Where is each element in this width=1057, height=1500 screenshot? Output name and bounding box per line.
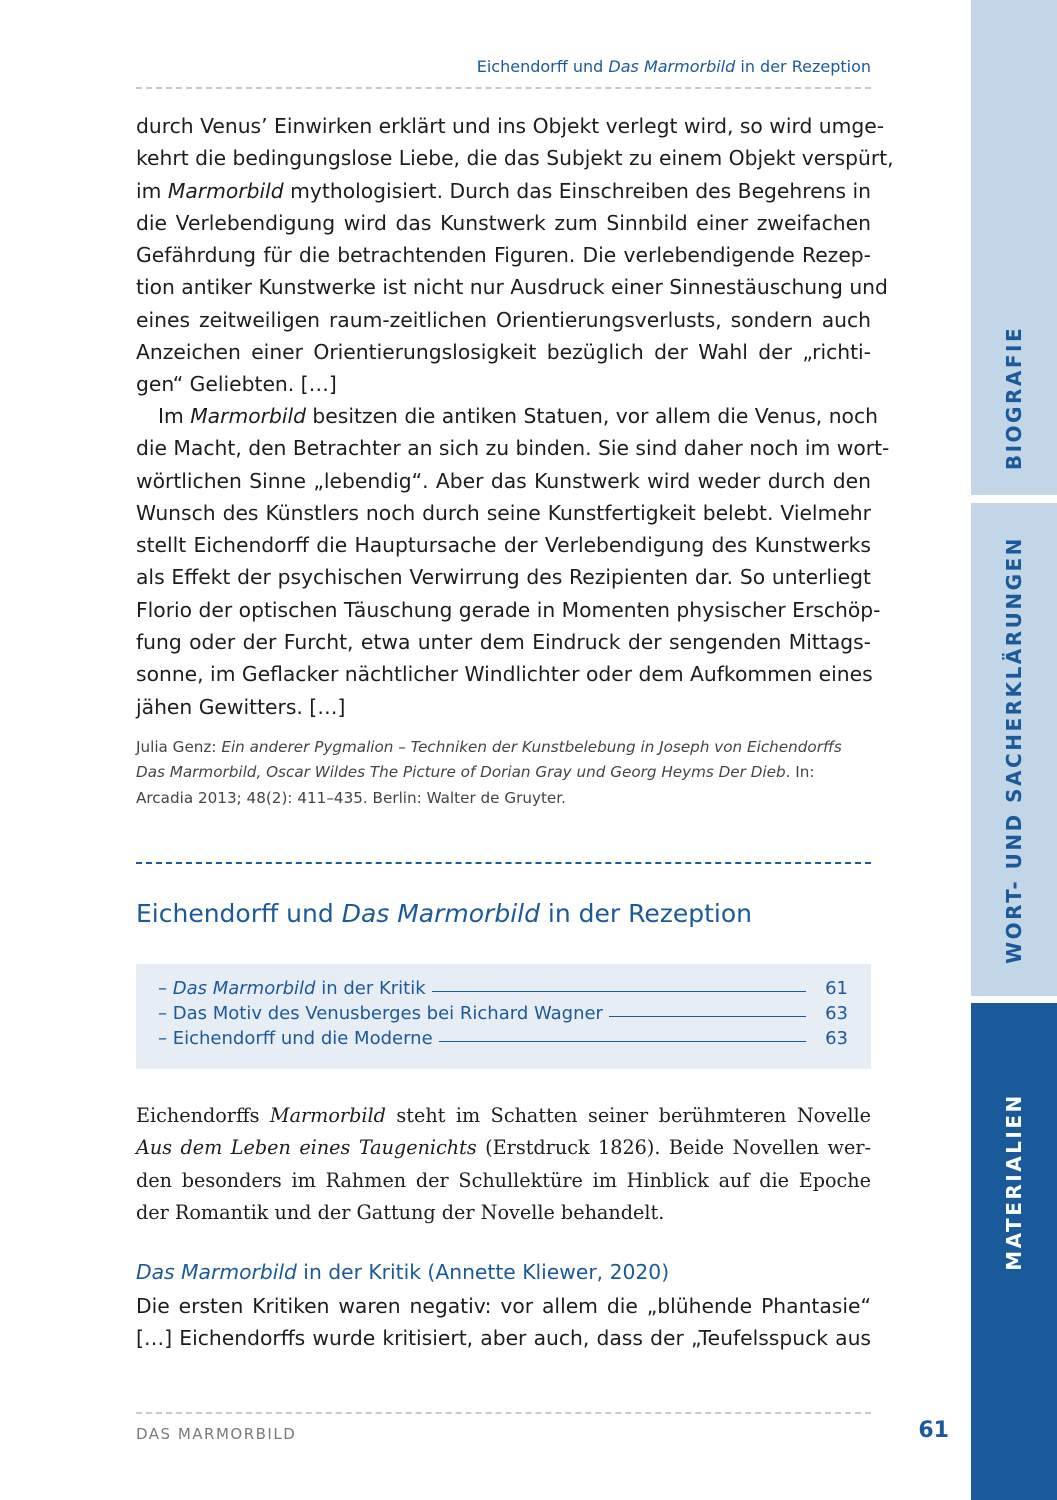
toc-entry[interactable] bbox=[158, 1003, 848, 1028]
text-line: Julia Genz: Ein anderer Pygmalion – Techniken der Kunstbelebung in Joseph von Eichendorffs bbox=[136, 738, 842, 756]
text-line: Das Marmorbild, Oscar Wildes The Picture of Dorian Gray und Georg Heyms Der Dieb. In: bbox=[136, 763, 815, 782]
tab-materialien[interactable] bbox=[971, 1003, 1057, 1500]
text-line: sonne, im Geflacker nächtlicher Windlichter oder dem Aufkommen eines bbox=[136, 662, 873, 687]
subsection-heading bbox=[136, 1260, 669, 1284]
quote-paragraph-2 bbox=[136, 400, 890, 723]
text-line: Wunsch des Künstlers noch durch seine Kunstfertigkeit belebt. Vielmehr bbox=[136, 500, 871, 525]
toc-entry-label: – Das Marmorbild in der Kritik bbox=[158, 978, 426, 999]
tab-biografie[interactable] bbox=[971, 0, 1057, 495]
text-line: Gefährdung für die betrachtenden Figuren. Die verlebendigende Rezep- bbox=[136, 243, 871, 268]
toc-page-number: 61 bbox=[825, 978, 848, 999]
text-line: den besonders im Rahmen der Schullektüre im Hinblick auf die Epoche bbox=[136, 1168, 871, 1192]
text-line: Florio der optischen Täuschung gerade in Momenten physischer Erschöp- bbox=[136, 597, 881, 622]
quote-paragraph-1 bbox=[136, 110, 894, 401]
citation bbox=[136, 735, 871, 811]
text-line: Arcadia 2013; 48(2): 411–435. Berlin: Walter de Gruyter. bbox=[136, 788, 566, 807]
header-divider bbox=[136, 87, 871, 89]
section-divider bbox=[136, 862, 871, 864]
section-title-suffix: in der Rezeption bbox=[539, 899, 753, 928]
text-line: eines zeitweiligen raum-zeitlichen Orientierungsverlusts, sondern auch bbox=[136, 307, 871, 332]
subsection-heading-suffix: in der Kritik (Annette Kliewer, 2020) bbox=[296, 1260, 670, 1284]
text-line: Aus dem Leben eines Taugenichts (Erstdruck 1826). Beide Novellen wer- bbox=[136, 1136, 871, 1160]
text-line: stellt Eichendorff die Hauptursache der Verlebendigung des Kunstwerks bbox=[136, 533, 871, 558]
tab-wort-und-sacherklaerungen[interactable] bbox=[971, 503, 1057, 996]
toc-leader-line bbox=[432, 991, 806, 992]
text-line: fung oder der Furcht, etwa unter dem Eindruck der sengenden Mittags- bbox=[136, 630, 871, 655]
text-line: die Verlebendigung wird das Kunstwerk zum Sinnbild einer zweifachen bbox=[136, 210, 871, 235]
text-line: Die ersten Kritiken waren negativ: vor allem die „blühende Phantasie“ bbox=[136, 1294, 871, 1318]
toc-page-number: 63 bbox=[825, 1003, 848, 1024]
toc-leader-line bbox=[439, 1041, 806, 1042]
tab-biografie-label: BIOGRAFIE bbox=[1002, 325, 1026, 470]
footer-divider bbox=[136, 1412, 871, 1414]
section-contents-box bbox=[136, 964, 871, 1069]
text-line: die Macht, den Betrachter an sich zu binden. Sie sind daher noch im wort- bbox=[136, 436, 890, 461]
toc-entry[interactable] bbox=[158, 1028, 848, 1053]
text-line: als Effekt der psychischen Verwirrung des Rezipienten dar. So unterliegt bbox=[136, 565, 871, 590]
text-line: kehrt die bedingungslose Liebe, die das Subjekt zu einem Objekt verspürt, bbox=[136, 146, 894, 171]
text-line: Anzeichen einer Orientierungslosigkeit bezüglich der Wahl der „richti- bbox=[136, 340, 871, 365]
toc-entry-label: – Eichendorff und die Moderne bbox=[158, 1028, 433, 1049]
text-line: durch Venus’ Einwirken erklärt und ins Objekt verlegt wird, so wird umge- bbox=[136, 114, 885, 138]
text-line: tion antiker Kunstwerke ist nicht nur Ausdruck einer Sinnestäuschung und bbox=[136, 275, 888, 300]
intro-paragraph bbox=[136, 1100, 871, 1229]
text-line: im Marmorbild mythologisiert. Durch das Einschreiben des Begehrens in bbox=[136, 178, 872, 203]
running-head bbox=[136, 57, 871, 76]
tab-materialien-label: MATERIALIEN bbox=[1002, 1092, 1027, 1271]
toc-entry-label: – Das Motiv des Venusberges bei Richard Wagner bbox=[158, 1003, 603, 1024]
text-line: der Romantik und der Gattung der Novelle behandelt. bbox=[136, 1200, 665, 1224]
running-head-italic: Das Marmorbild bbox=[608, 57, 736, 76]
text-line: Im Marmorbild besitzen die antiken Statuen, vor allem die Venus, noch bbox=[158, 404, 878, 428]
section-title-italic: Das Marmorbild bbox=[341, 899, 540, 928]
subsection-heading-italic: Das Marmorbild bbox=[136, 1260, 297, 1284]
critique-paragraph bbox=[136, 1290, 871, 1355]
text-line: […] Eichendorffs wurde kritisiert, aber auch, dass der „Teufelsspuck aus bbox=[136, 1326, 871, 1351]
toc-leader-line bbox=[609, 1016, 806, 1017]
text-line: Eichendorffs Marmorbild steht im Schatten seiner berühmteren Novelle bbox=[136, 1104, 871, 1127]
running-head-suffix: in der Rezeption bbox=[735, 57, 871, 76]
text-line: jähen Gewitters. […] bbox=[136, 694, 346, 719]
book-title: DAS MARMORBILD bbox=[136, 1425, 297, 1443]
toc-page-number: 63 bbox=[825, 1028, 848, 1049]
text-line: wörtlichen Sinne „lebendig“. Aber das Kunstwerk wird weder durch den bbox=[136, 468, 871, 493]
section-title bbox=[136, 899, 752, 928]
section-title-prefix: Eichendorff und bbox=[136, 899, 342, 928]
text-line: gen“ Geliebten. […] bbox=[136, 372, 337, 397]
page-number: 61 bbox=[918, 1418, 949, 1443]
toc-entry[interactable] bbox=[158, 978, 848, 1003]
running-head-prefix: Eichendorff und bbox=[476, 57, 609, 76]
tab-wort-label: WORT- UND SACHERKLÄRUNGEN bbox=[1002, 535, 1027, 964]
